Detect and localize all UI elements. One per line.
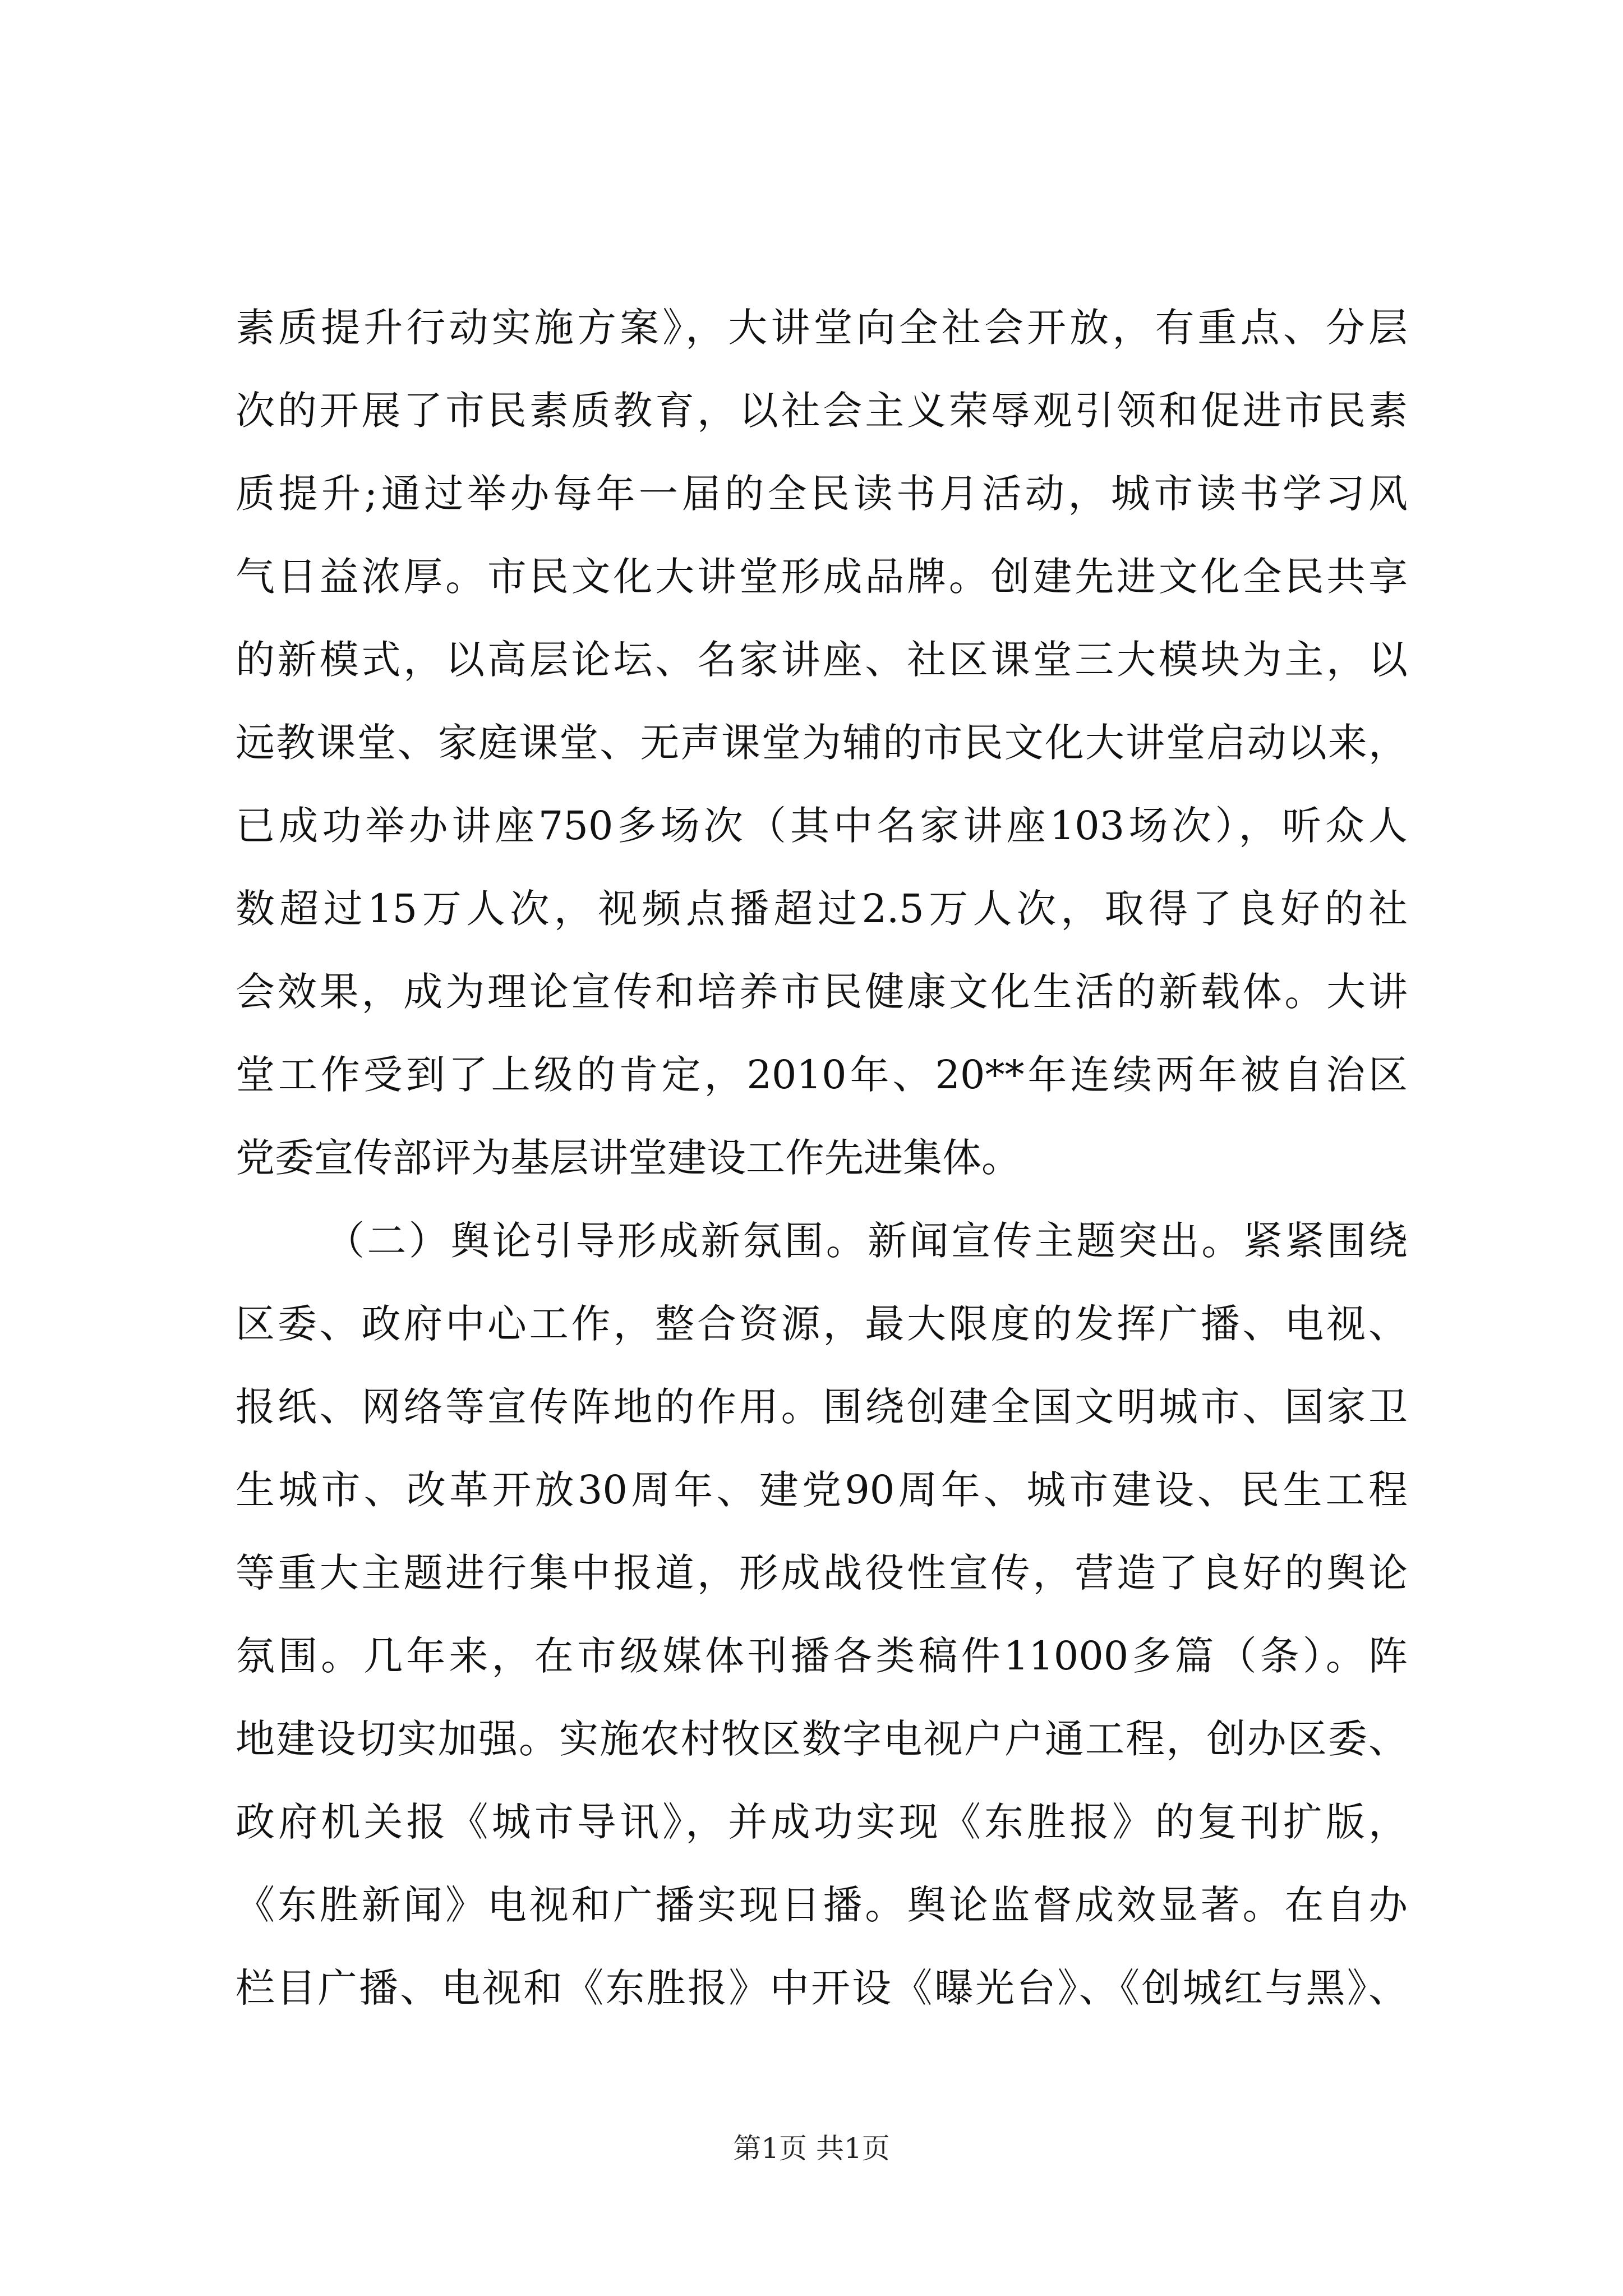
- paragraph-line: 会效果，成为理论宣传和培养市民健康文化生活的新载体。大讲: [236, 969, 1408, 1015]
- paragraph-line: 质提升;通过举办每年一届的全民读书月活动，城市读书学习风: [236, 471, 1408, 517]
- paragraph-line: 已成功举办讲座750多场次（其中名家讲座103场次），听众人: [236, 803, 1408, 849]
- page-footer: [0, 2132, 1623, 2165]
- paragraph-line: 报纸、网络等宣传阵地的作用。围绕创建全国文明城市、国家卫: [236, 1384, 1408, 1430]
- paragraph-line: 堂工作受到了上级的肯定，2010年、20**年连续两年被自治区: [236, 1052, 1408, 1098]
- paragraph-line: 地建设切实加强。实施农村牧区数字电视户户通工程，创办区委、: [236, 1716, 1408, 1762]
- paragraph-line: 数超过15万人次，视频点播超过2.5万人次，取得了良好的社: [236, 886, 1408, 932]
- paragraph-line: 素质提升行动实施方案》，大讲堂向全社会开放，有重点、分层: [236, 305, 1408, 351]
- paragraph-line: 栏目广播、电视和《东胜报》中开设《曝光台》、《创城红与黑》、: [236, 1965, 1408, 2011]
- page-number: 第1页 共1页: [733, 2132, 890, 2165]
- paragraph-line: 氛围。几年来，在市级媒体刊播各类稿件11000多篇（条）。阵: [236, 1633, 1408, 1679]
- paragraph-line: 的新模式，以高层论坛、名家讲座、社区课堂三大模块为主，以: [236, 637, 1408, 683]
- paragraph-line: 远教课堂、家庭课堂、无声课堂为辅的市民文化大讲堂启动以来，: [236, 720, 1408, 766]
- document-body: [236, 286, 1408, 2030]
- paragraph-line: 区委、政府中心工作，整合资源，最大限度的发挥广播、电视、: [236, 1301, 1408, 1347]
- paragraph-line: 等重大主题进行集中报道，形成战役性宣传，营造了良好的舆论: [236, 1550, 1408, 1596]
- paragraph-line: 《东胜新闻》电视和广播实现日播。舆论监督成效显著。在自办: [236, 1882, 1408, 1928]
- paragraph-line: 气日益浓厚。市民文化大讲堂形成品牌。创建先进文化全民共享: [236, 554, 1408, 600]
- paragraph-line: 政府机关报《城市导讯》，并成功实现《东胜报》的复刊扩版，: [236, 1799, 1408, 1845]
- section-heading-line: （二）舆论引导形成新氛围。新闻宣传主题突出。紧紧围绕: [325, 1218, 1408, 1264]
- paragraph-line: 党委宣传部评为基层讲堂建设工作先进集体。: [236, 1135, 1021, 1181]
- paragraph-line: 次的开展了市民素质教育，以社会主义荣辱观引领和促进市民素: [236, 388, 1408, 434]
- paragraph-line: 生城市、改革开放30周年、建党90周年、城市建设、民生工程: [236, 1467, 1408, 1513]
